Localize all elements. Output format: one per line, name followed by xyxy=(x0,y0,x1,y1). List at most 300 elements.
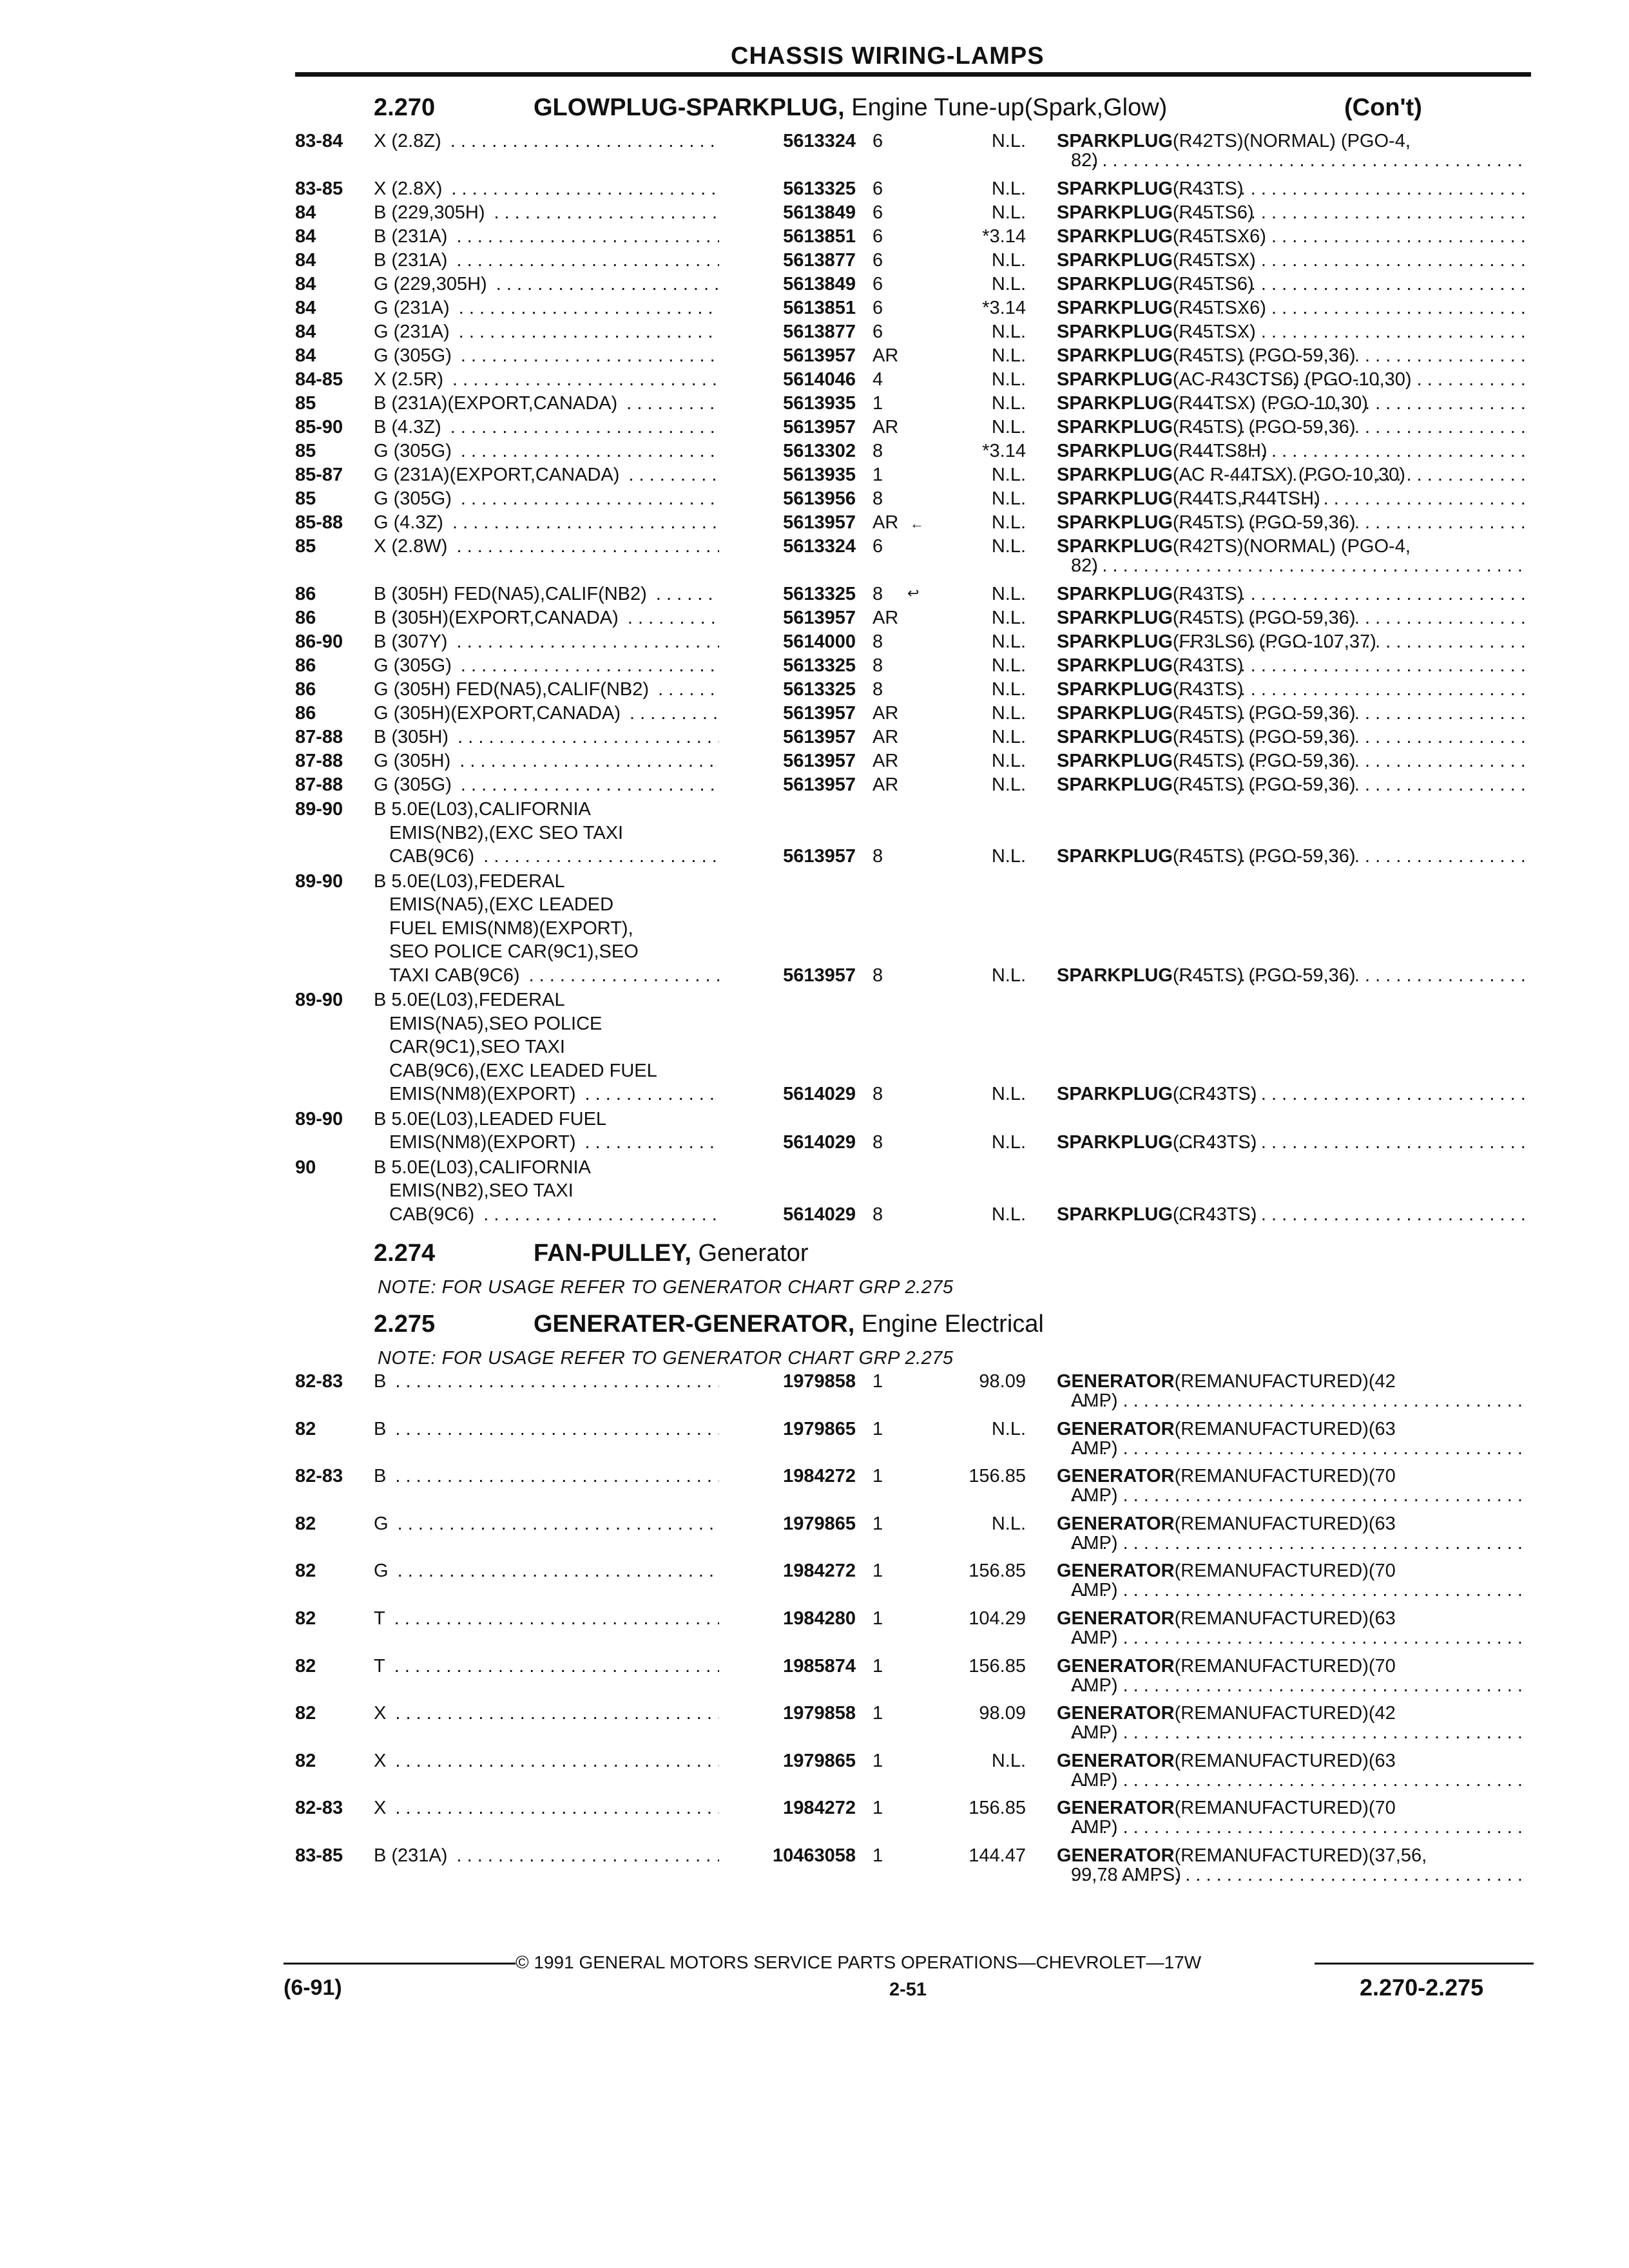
description-name: GENERATOR xyxy=(1057,1418,1175,1439)
model-year: 86 xyxy=(295,703,316,724)
description xyxy=(1057,679,1527,700)
table-row xyxy=(0,488,1629,512)
price: N.L. xyxy=(991,393,1026,414)
application-text: B (305H) xyxy=(374,727,452,747)
application-text: B (4.3Z) xyxy=(374,417,445,437)
description xyxy=(1057,1514,1527,1535)
table-row xyxy=(0,703,1629,727)
description-name: GENERATOR xyxy=(1057,1845,1175,1866)
part-number: 5613957 xyxy=(783,727,856,747)
description-name: GENERATOR xyxy=(1057,1703,1175,1724)
application-text: X xyxy=(374,1751,390,1771)
quantity: 8 xyxy=(872,1132,883,1153)
description-detail: (R44TSX) (PGO-10,30) xyxy=(1172,393,1368,414)
quantity: 8 xyxy=(872,488,883,509)
description-detail: (FR3LS6) (PGO-107,37) xyxy=(1172,631,1376,652)
description xyxy=(1057,369,1527,390)
model-year: 87-88 xyxy=(295,727,343,747)
part-number: 5613957 xyxy=(783,751,856,771)
application-text: B 5.0E(L03),CALIFORNIA xyxy=(374,1157,595,1178)
application-text: EMIS(NB2),SEO TAXI xyxy=(389,1180,577,1201)
description-continued xyxy=(1071,1533,1527,1554)
application-line xyxy=(389,941,719,963)
part-number: 1985874 xyxy=(783,1655,856,1677)
application xyxy=(374,298,719,319)
quantity: 8 xyxy=(872,584,883,604)
description-continued-text: 82) xyxy=(1071,150,1098,171)
application-line xyxy=(374,990,719,1011)
model-year: 84 xyxy=(295,274,316,294)
quantity: 8 xyxy=(872,1204,883,1225)
description-detail: (REMANUFACTURED)(63 xyxy=(1174,1418,1396,1439)
description xyxy=(1057,226,1527,247)
footer-rule-left xyxy=(284,1963,516,1965)
quantity: AR xyxy=(872,512,899,533)
description-name: GENERATOR xyxy=(1057,1513,1175,1534)
application-line xyxy=(389,918,719,939)
application xyxy=(374,584,719,605)
quantity: 4 xyxy=(872,369,883,390)
description-detail: (R44TS,R44TSH) xyxy=(1172,488,1320,509)
application-text: B (307Y) xyxy=(374,631,451,652)
hand-mark-arrow-icon: ← xyxy=(910,515,924,532)
table-row xyxy=(0,202,1629,226)
table-row xyxy=(0,655,1629,679)
part-number: 1979858 xyxy=(783,1703,856,1724)
description-name: SPARKPLUG xyxy=(1057,679,1173,700)
application-text: CAB(9C6),(EXC LEADED FUEL xyxy=(389,1061,661,1081)
price: N.L. xyxy=(991,512,1026,533)
table-row xyxy=(0,536,1629,576)
application xyxy=(374,178,719,200)
table-row xyxy=(0,727,1629,751)
application-text: B (231A) xyxy=(374,250,451,271)
quantity: AR xyxy=(872,751,899,771)
description-name: SPARKPLUG xyxy=(1057,965,1173,986)
description xyxy=(1057,1561,1527,1582)
model-year: 86 xyxy=(295,608,316,628)
description-detail: (CR43TS) xyxy=(1172,1132,1257,1153)
application-text: SEO POLICE CAR(9C1),SEO xyxy=(389,941,642,962)
application-line xyxy=(374,799,719,820)
description xyxy=(1057,1608,1527,1629)
description-continued xyxy=(1071,1675,1527,1696)
part-number: 5613325 xyxy=(783,584,856,604)
description-name: SPARKPLUG xyxy=(1057,512,1173,533)
price: *3.14 xyxy=(982,441,1026,461)
part-number: 1984272 xyxy=(783,1561,856,1582)
price: N.L. xyxy=(991,1084,1026,1104)
description xyxy=(1057,1751,1527,1772)
application xyxy=(374,751,719,772)
model-year: 84 xyxy=(295,322,316,342)
part-number: 5613324 xyxy=(783,131,856,151)
section-subtitle: Generator xyxy=(698,1240,809,1267)
description-continued xyxy=(1071,150,1527,171)
quantity: 1 xyxy=(872,1513,883,1534)
price: N.L. xyxy=(991,536,1026,557)
model-year: 82 xyxy=(295,1561,316,1582)
model-year: 82-83 xyxy=(295,1798,343,1819)
description-continued xyxy=(1071,1817,1527,1838)
hand-mark-check-icon: ↩ xyxy=(907,585,920,601)
quantity: 6 xyxy=(872,202,883,223)
table-row xyxy=(0,1371,1629,1411)
description-continued-text: AMP) xyxy=(1071,1485,1118,1506)
description xyxy=(1057,1084,1527,1105)
table-row xyxy=(0,1845,1629,1885)
application-line xyxy=(374,1157,719,1178)
description-detail: (R43TS) xyxy=(1172,655,1244,676)
application-text: B (305H) FED(NA5),CALIF(NB2) xyxy=(374,584,651,604)
table-row xyxy=(0,512,1629,536)
application xyxy=(374,1466,719,1487)
part-number: 5613325 xyxy=(783,655,856,676)
price: N.L. xyxy=(991,488,1026,509)
application xyxy=(374,1798,719,1819)
description-name: SPARKPLUG xyxy=(1057,846,1173,867)
table-row xyxy=(0,250,1629,274)
table-row xyxy=(0,178,1629,202)
description-detail: (R45TS6) xyxy=(1172,202,1254,223)
price: N.L. xyxy=(991,1418,1026,1439)
price: N.L. xyxy=(991,703,1026,724)
description xyxy=(1057,178,1527,200)
application-text: X xyxy=(374,1703,390,1724)
quantity: AR xyxy=(872,417,899,437)
section-number: 2.274 xyxy=(374,1240,436,1267)
description xyxy=(1057,608,1527,629)
description-continued xyxy=(1071,1722,1527,1744)
table-row xyxy=(0,679,1629,703)
description-detail: (R45TS) (PGO-59,36) xyxy=(1172,846,1356,867)
application xyxy=(374,655,719,677)
part-number: 5613877 xyxy=(783,322,856,342)
application xyxy=(374,488,719,510)
description-name: SPARKPLUG xyxy=(1057,1204,1173,1225)
model-year: 84 xyxy=(295,345,316,366)
description-continued xyxy=(1071,1865,1527,1886)
description-name: GENERATOR xyxy=(1057,1466,1175,1487)
description-detail: (R45TS6) xyxy=(1172,274,1254,294)
price: 156.85 xyxy=(969,1561,1026,1582)
part-number: 5613935 xyxy=(783,465,856,485)
description xyxy=(1057,965,1527,986)
model-year: 82-83 xyxy=(295,1466,343,1487)
model-year: 83-84 xyxy=(295,131,343,151)
description-continued-text: AMP) xyxy=(1071,1722,1118,1744)
description-detail: (R45TS) (PGO-59,36) xyxy=(1172,608,1356,628)
description-name: GENERATOR xyxy=(1057,1655,1175,1677)
description xyxy=(1057,727,1527,748)
model-year: 83-85 xyxy=(295,178,343,199)
description-detail: (REMANUFACTURED)(42 xyxy=(1174,1703,1396,1724)
part-number: 5613957 xyxy=(783,608,856,628)
quantity: 1 xyxy=(872,1845,883,1866)
description-detail: (REMANUFACTURED)(37,56, xyxy=(1174,1845,1427,1866)
description-name: SPARKPLUG xyxy=(1057,655,1173,676)
application xyxy=(374,1751,719,1772)
price: N.L. xyxy=(991,1513,1026,1534)
table-row xyxy=(0,441,1629,465)
description-continued-text: AMP) xyxy=(1071,1769,1118,1791)
application-text: T xyxy=(374,1608,389,1629)
application xyxy=(374,441,719,462)
table-row xyxy=(0,274,1629,298)
description-detail: (R42TS)(NORMAL) (PGO-4, xyxy=(1172,536,1411,557)
application-text: B 5.0E(L03),FEDERAL xyxy=(374,871,569,892)
description-name: SPARKPLUG xyxy=(1057,631,1173,652)
application xyxy=(374,131,719,152)
description xyxy=(1057,465,1527,486)
table-row xyxy=(0,1513,1629,1553)
model-year: 82 xyxy=(295,1513,316,1534)
part-number: 5613849 xyxy=(783,202,856,223)
description-detail: (AC R-44TSX) (PGO-10,30) xyxy=(1172,465,1405,485)
table-row xyxy=(0,774,1629,798)
section-number: 2.275 xyxy=(374,1311,436,1338)
application-text: G (305G) xyxy=(374,774,456,795)
description xyxy=(1057,393,1527,414)
description-name: SPARKPLUG xyxy=(1057,727,1173,747)
model-year: 85 xyxy=(295,488,316,509)
quantity: 8 xyxy=(872,679,883,700)
application xyxy=(374,369,719,390)
table-row xyxy=(0,1655,1629,1696)
description-detail: (R43TS) xyxy=(1172,679,1244,700)
model-year: 86 xyxy=(295,655,316,676)
table-row xyxy=(0,369,1629,393)
description-detail: (R45TSX) xyxy=(1172,250,1256,271)
model-year: 82 xyxy=(295,1655,316,1677)
description-name: GENERATOR xyxy=(1057,1608,1175,1629)
price: N.L. xyxy=(991,679,1026,700)
table-row xyxy=(0,751,1629,774)
application-line xyxy=(389,1014,719,1035)
description xyxy=(1057,298,1527,319)
model-year: 89-90 xyxy=(295,870,343,892)
description xyxy=(1057,1466,1527,1487)
part-number: 1979865 xyxy=(783,1513,856,1534)
quantity: 6 xyxy=(872,250,883,271)
application-text: B xyxy=(374,1419,390,1439)
description xyxy=(1057,274,1527,295)
description xyxy=(1057,512,1527,533)
application-text: B xyxy=(374,1466,390,1486)
description-detail: (REMANUFACTURED)(63 xyxy=(1174,1608,1396,1629)
section-continued: (Con't) xyxy=(1344,94,1422,121)
description-continued-text: 82) xyxy=(1071,555,1098,576)
part-number: 5613851 xyxy=(783,298,856,318)
application-text: G (231A)(EXPORT,CANADA) xyxy=(374,465,623,485)
application xyxy=(374,631,719,653)
table-row xyxy=(0,1418,1629,1459)
description-continued xyxy=(1071,555,1527,577)
page-header-title: CHASSIS WIRING-LAMPS xyxy=(731,43,1045,70)
application-text: TAXI CAB(9C6) xyxy=(389,965,524,986)
table-row xyxy=(0,1750,1629,1791)
table-row xyxy=(0,631,1629,655)
description-continued xyxy=(1071,1580,1527,1601)
application-text: CAB(9C6) xyxy=(389,1204,478,1225)
description xyxy=(1057,250,1527,271)
application xyxy=(374,512,719,533)
description xyxy=(1057,1371,1527,1392)
quantity: 1 xyxy=(872,1750,883,1771)
price: N.L. xyxy=(991,1750,1026,1771)
application-line xyxy=(389,1204,719,1225)
part-number: 10463058 xyxy=(772,1845,856,1866)
model-year: 87-88 xyxy=(295,774,343,795)
application-text: B (231A) xyxy=(374,226,451,247)
description-continued-text: AMP) xyxy=(1071,1628,1118,1648)
description-detail: (R45TSX6) xyxy=(1172,298,1266,318)
quantity: 1 xyxy=(872,1703,883,1724)
application-text: X (2.8Z) xyxy=(374,131,445,151)
description-detail: (R45TS) (PGO-59,36) xyxy=(1172,703,1356,724)
description-name: SPARKPLUG xyxy=(1057,369,1173,390)
application-text: EMIS(NM8)(EXPORT) xyxy=(389,1132,579,1153)
quantity: 1 xyxy=(872,1561,883,1582)
table-row xyxy=(0,322,1629,345)
application-text: X (2.8W) xyxy=(374,536,451,557)
part-number: 5614000 xyxy=(783,631,856,652)
table-row xyxy=(0,393,1629,417)
table-row xyxy=(0,345,1629,369)
quantity: 8 xyxy=(872,965,883,986)
table-row xyxy=(0,417,1629,441)
description-name: SPARKPLUG xyxy=(1057,131,1173,151)
application-text: EMIS(NA5),(EXC LEADED xyxy=(389,894,617,915)
description-name: SPARKPLUG xyxy=(1057,608,1173,628)
model-year: 85 xyxy=(295,441,316,461)
application xyxy=(374,1514,719,1535)
description-name: SPARKPLUG xyxy=(1057,465,1173,485)
quantity: 6 xyxy=(872,322,883,342)
model-year: 85 xyxy=(295,393,316,414)
section-title: FAN-PULLEY, Generator xyxy=(534,1240,809,1267)
part-number: 5613957 xyxy=(783,846,856,867)
part-number: 1984280 xyxy=(783,1608,856,1629)
application-text: G (231A) xyxy=(374,322,454,342)
table-row xyxy=(0,131,1629,171)
application-text: G (305G) xyxy=(374,345,456,366)
quantity: 6 xyxy=(872,131,883,151)
description-continued-text: AMP) xyxy=(1071,1390,1118,1411)
application xyxy=(374,202,719,224)
section-number: 2.270 xyxy=(374,94,436,121)
quantity: 8 xyxy=(872,846,883,867)
description xyxy=(1057,846,1527,867)
price: N.L. xyxy=(991,322,1026,342)
table-row xyxy=(0,1561,1629,1601)
part-number: 1979865 xyxy=(783,1750,856,1771)
model-year: 89-90 xyxy=(295,799,343,820)
footer-date: (6-91) xyxy=(284,1975,342,2000)
part-number: 5613849 xyxy=(783,274,856,294)
description xyxy=(1057,1204,1527,1225)
table-row xyxy=(0,1157,1629,1225)
description-detail: (R42TS)(NORMAL) (PGO-4, xyxy=(1172,131,1411,151)
application-line xyxy=(389,1084,719,1105)
part-number: 5614029 xyxy=(783,1132,856,1153)
application-text: G xyxy=(374,1514,392,1534)
description-detail: (REMANUFACTURED)(63 xyxy=(1174,1750,1396,1771)
application-line xyxy=(389,894,719,916)
part-number: 1984272 xyxy=(783,1798,856,1819)
price: N.L. xyxy=(991,131,1026,151)
description-continued-text: AMP) xyxy=(1071,1675,1118,1696)
price: N.L. xyxy=(991,584,1026,604)
description-continued-text: AMP) xyxy=(1071,1817,1118,1838)
quantity: 6 xyxy=(872,226,883,247)
price: *3.14 xyxy=(982,298,1026,318)
application-text: B (229,305H) xyxy=(374,202,489,223)
part-number: 1979858 xyxy=(783,1371,856,1392)
quantity: 1 xyxy=(872,465,883,485)
description-name: SPARKPLUG xyxy=(1057,703,1173,724)
description-detail: (R45TS) (PGO-59,36) xyxy=(1172,512,1356,533)
quantity: AR xyxy=(872,608,899,628)
description-continued xyxy=(1071,1438,1527,1459)
price: 156.85 xyxy=(969,1655,1026,1677)
quantity: AR xyxy=(872,774,899,795)
description-detail: (R45TS) (PGO-59,36) xyxy=(1172,965,1356,986)
description-name: SPARKPLUG xyxy=(1057,774,1173,795)
part-number: 5613325 xyxy=(783,178,856,199)
description-continued xyxy=(1071,1485,1527,1506)
description xyxy=(1057,1656,1527,1677)
model-year: 82 xyxy=(295,1750,316,1771)
description-continued xyxy=(1071,1390,1527,1412)
part-number: 5614029 xyxy=(783,1204,856,1225)
application-text: EMIS(NB2),(EXC SEO TAXI xyxy=(389,823,627,843)
model-year: 89-90 xyxy=(295,1108,343,1129)
table-row xyxy=(0,1703,1629,1744)
part-number: 1979865 xyxy=(783,1418,856,1439)
part-number: 5613325 xyxy=(783,679,856,700)
table-row xyxy=(0,870,1629,986)
table-row xyxy=(0,990,1629,1104)
application-line xyxy=(389,846,719,867)
table-row xyxy=(0,1608,1629,1648)
application xyxy=(374,345,719,367)
price: 156.85 xyxy=(969,1466,1026,1487)
price: 98.09 xyxy=(979,1371,1026,1392)
application-text: G (305H) FED(NA5),CALIF(NB2) xyxy=(374,679,653,700)
description-name: GENERATOR xyxy=(1057,1561,1175,1582)
description-detail: (R45TS) (PGO-59,36) xyxy=(1172,774,1356,795)
description xyxy=(1057,703,1527,724)
description xyxy=(1057,417,1527,438)
application xyxy=(374,465,719,486)
description-detail: (R45TS) (PGO-59,36) xyxy=(1172,727,1356,747)
description xyxy=(1057,584,1527,605)
price: N.L. xyxy=(991,608,1026,628)
description-detail: (R43TS) xyxy=(1172,178,1244,199)
quantity: AR xyxy=(872,345,899,366)
price: N.L. xyxy=(991,178,1026,199)
table-row xyxy=(0,298,1629,322)
model-year: 82-83 xyxy=(295,1371,343,1392)
price: 104.29 xyxy=(969,1608,1026,1629)
price: N.L. xyxy=(991,727,1026,747)
application-text: X xyxy=(374,1798,390,1818)
section-subtitle: Engine Electrical xyxy=(861,1311,1044,1338)
description-continued xyxy=(1071,1770,1527,1791)
application-text: G (305G) xyxy=(374,441,456,461)
table-row xyxy=(0,1108,1629,1153)
